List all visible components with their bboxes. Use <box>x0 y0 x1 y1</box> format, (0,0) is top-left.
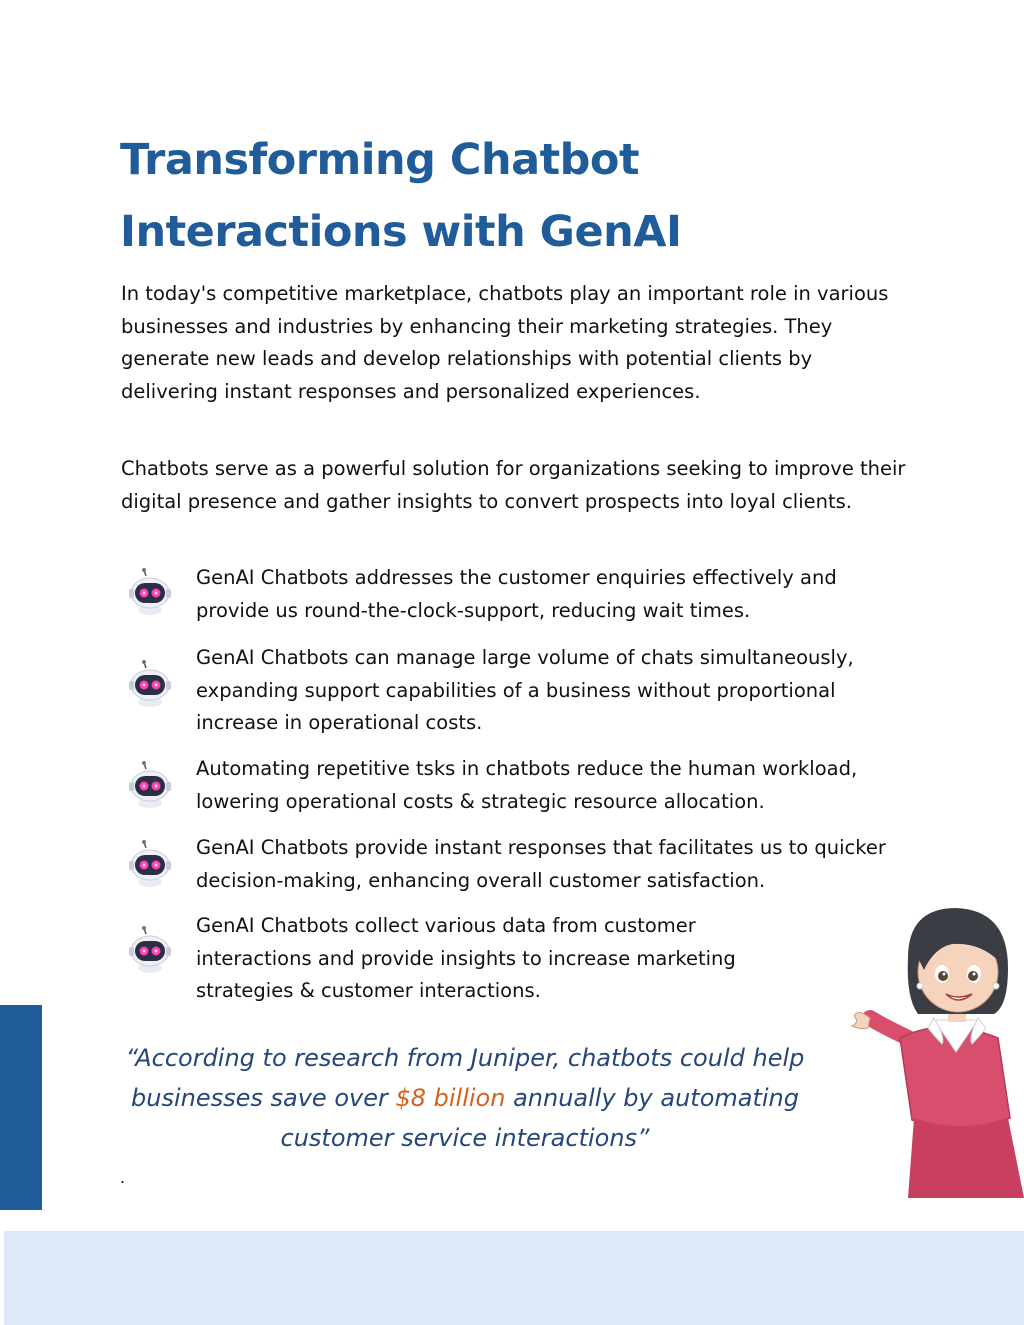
second-paragraph: Chatbots serve as a powerful solution for organizations seeking to improve their digital presence and gather insights to convert prospects into loyal clients. <box>121 457 906 513</box>
robot-icon <box>124 838 176 890</box>
list-item-text: GenAI Chatbots provide instant responses that facilitates us to quicker decision-making, enhancing overall customer satisfaction. <box>196 836 886 892</box>
list-item-text: GenAI Chatbots addresses the customer enquiries effectively and provide us round-the-clock-support, reducing wait times. <box>196 566 837 622</box>
businesswoman-illustration <box>848 898 1024 1198</box>
quote-highlight: $8 billion <box>395 1084 506 1112</box>
page-title <box>120 124 880 268</box>
trailing-dot: . <box>120 1168 126 1187</box>
intro-paragraph: In today's competitive marketplace, chatbots play an important role in various businesses and industries by enhancing their marketing strategies. They generate new leads and develop relationships with potential clients by delivering instant responses and personalized experiences. <box>121 282 889 403</box>
robot-icon <box>124 759 176 811</box>
robot-icon <box>124 658 176 710</box>
quote-text-start: “According to research from Juniper, chatbots could help businesses save over <box>125 1044 805 1112</box>
title-line-2: Interactions with GenAI <box>120 207 682 257</box>
title-line-1: Transforming Chatbot <box>120 135 640 185</box>
quote-text-end: annually by automating customer service interactions” <box>280 1084 799 1152</box>
robot-icon <box>124 566 176 618</box>
list-item-text: GenAI Chatbots can manage large volume of chats simultaneously, expanding support capabilities of a business without proportional increase in operational costs. <box>196 646 854 734</box>
robot-icon <box>124 924 176 976</box>
footer-band <box>4 1231 1024 1325</box>
research-quote <box>110 1038 820 1158</box>
side-accent-bar <box>0 1005 42 1210</box>
list-item-text: GenAI Chatbots collect various data from customer interactions and provide insights to increase marketing strategies & customer interactions. <box>196 914 736 1002</box>
list-item-text: Automating repetitive tsks in chatbots reduce the human workload, lowering operational costs & strategic resource allocation. <box>196 757 858 813</box>
